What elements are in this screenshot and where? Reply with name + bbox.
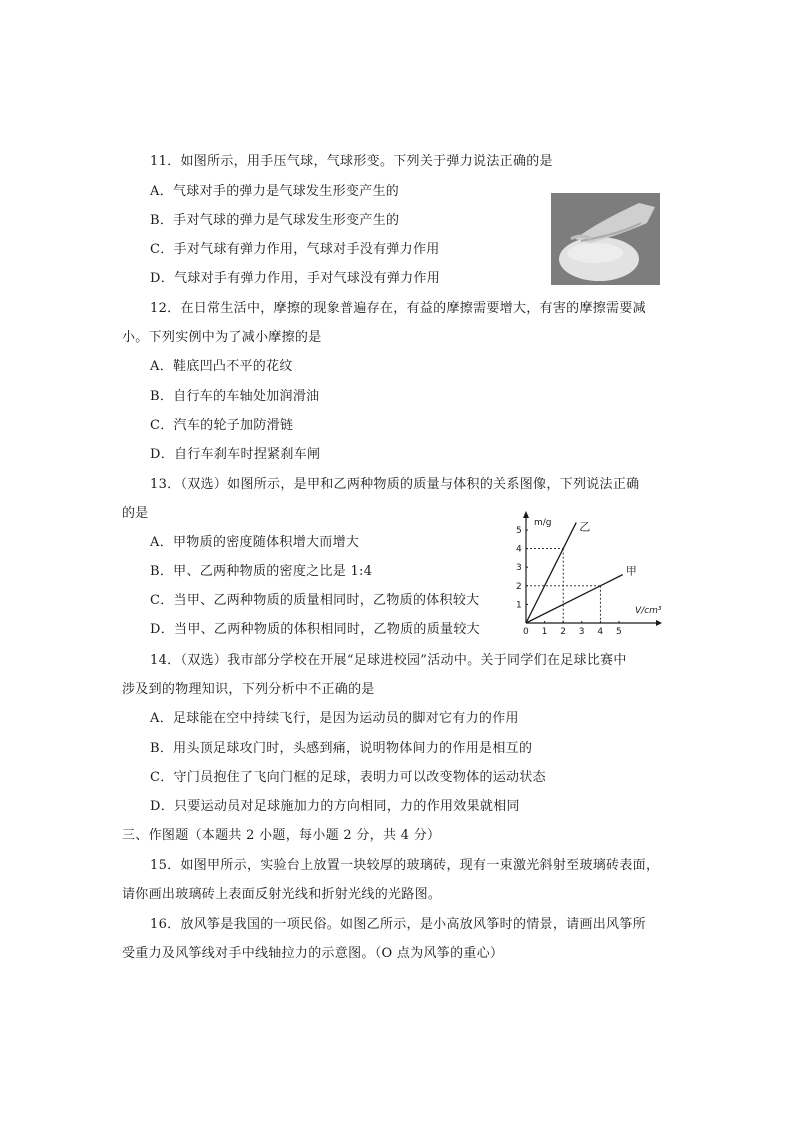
x-axis-label: V/cm³ xyxy=(635,606,662,616)
q13-option-d: D．当甲、乙两种物质的体积相同时，乙物质的质量较大 xyxy=(150,622,480,637)
series-line-1 xyxy=(526,575,623,623)
section-3-heading: 三、作图题（本题共 2 小题，每小题 2 分，共 4 分） xyxy=(122,828,441,843)
y-tick-label: 1 xyxy=(516,600,522,611)
q13-option-c: C．当甲、乙两种物质的质量相同时，乙物质的体积较大 xyxy=(150,593,480,608)
x-tick-label: 3 xyxy=(578,627,585,637)
y-tick-label: 3 xyxy=(516,563,522,574)
x-tick-label: 2 xyxy=(560,627,566,637)
y-tick-label: 5 xyxy=(516,526,522,536)
x-tick-label: 4 xyxy=(597,627,604,637)
q14-option-d: D．只要运动员对足球施加力的方向相同，力的作用效果就相同 xyxy=(150,799,520,814)
q14-stem-line1: 14．（双选）我市部分学校在开展“足球进校园”活动中。关于同学们在足球比赛中 xyxy=(150,653,627,668)
q12-stem-line2: 小。下列实例中为了减小摩擦的是 xyxy=(122,330,322,345)
q13-stem-line1: 13．（双选）如图所示，是甲和乙两种物质的质量与体积的关系图像，下列说法正确 xyxy=(150,477,640,492)
q12-option-d: D．自行车刹车时捏紧刹车闸 xyxy=(150,447,321,462)
q11-stem: 11．如图所示，用手压气球，气球形变。下列关于弹力说法正确的是 xyxy=(150,154,553,169)
series-line-0 xyxy=(526,523,576,623)
y-tick-label: 2 xyxy=(516,581,522,592)
q14-option-b: B．用头顶足球攻门时，头感到痛，说明物体间力的作用是相互的 xyxy=(150,741,533,756)
q12-option-b: B．自行车的车轴处加润滑油 xyxy=(150,389,320,404)
y-axis-arrow xyxy=(523,511,529,518)
q14-option-c: C．守门员抱住了飞向门框的足球，表明力可以改变物体的运动状态 xyxy=(150,770,546,785)
q11-option-c: C．手对气球有弹力作用，气球对手没有弹力作用 xyxy=(150,242,440,257)
q14-option-a: A．足球能在空中持续飞行，是因为运动员的脚对它有力的作用 xyxy=(150,711,519,726)
q15-line2: 请你画出玻璃砖上表面反射光线和折射光线的光路图。 xyxy=(122,887,442,902)
x-tick-label: 0 xyxy=(523,627,529,637)
q13-option-a: A．甲物质的密度随体积增大而增大 xyxy=(150,535,360,550)
mass-volume-graph xyxy=(508,510,668,640)
graph-svg xyxy=(508,510,668,640)
y-axis-label: m/g xyxy=(534,518,552,528)
q12-option-a: A．鞋底凹凸不平的花纹 xyxy=(150,359,293,374)
x-tick-label: 5 xyxy=(616,627,622,637)
q12-option-c: C．汽车的轮子加防滑链 xyxy=(150,418,294,433)
q14-stem-line2: 涉及到的物理知识，下列分析中不正确的是 xyxy=(122,682,375,697)
q16-line2: 受重力及风筝线对手中线轴拉力的示意图。（O 点为风筝的重心） xyxy=(122,946,504,961)
q11-option-b: B．手对气球的弹力是气球发生形变产生的 xyxy=(150,213,400,228)
series-label-0: 乙 xyxy=(579,520,591,534)
balloon-hand-photo xyxy=(551,193,660,285)
q15-line1: 15．如图甲所示，实验台上放置一块较厚的玻璃砖，现有一束激光斜射至玻璃砖表面， xyxy=(150,858,660,873)
q11-option-a: A．气球对手的弹力是气球发生形变产生的 xyxy=(150,184,400,199)
q13-option-b: B．甲、乙两种物质的密度之比是 1:4 xyxy=(150,564,373,579)
series-label-1: 甲 xyxy=(625,564,637,578)
x-tick-label: 1 xyxy=(541,627,548,637)
q13-stem-line2: 的是 xyxy=(122,506,149,521)
q16-line1: 16．放风筝是我国的一项民俗。如图乙所示，是小高放风筝时的情景，请画出风筝所 xyxy=(150,917,646,932)
y-tick-label: 4 xyxy=(516,544,522,555)
q11-option-d: D．气球对手有弹力作用，手对气球没有弹力作用 xyxy=(150,271,441,286)
x-axis-arrow xyxy=(656,620,662,626)
q12-stem-line1: 12．在日常生活中，摩擦的现象普遍存在，有益的摩擦需要增大，有害的摩擦需要减 xyxy=(150,301,646,316)
